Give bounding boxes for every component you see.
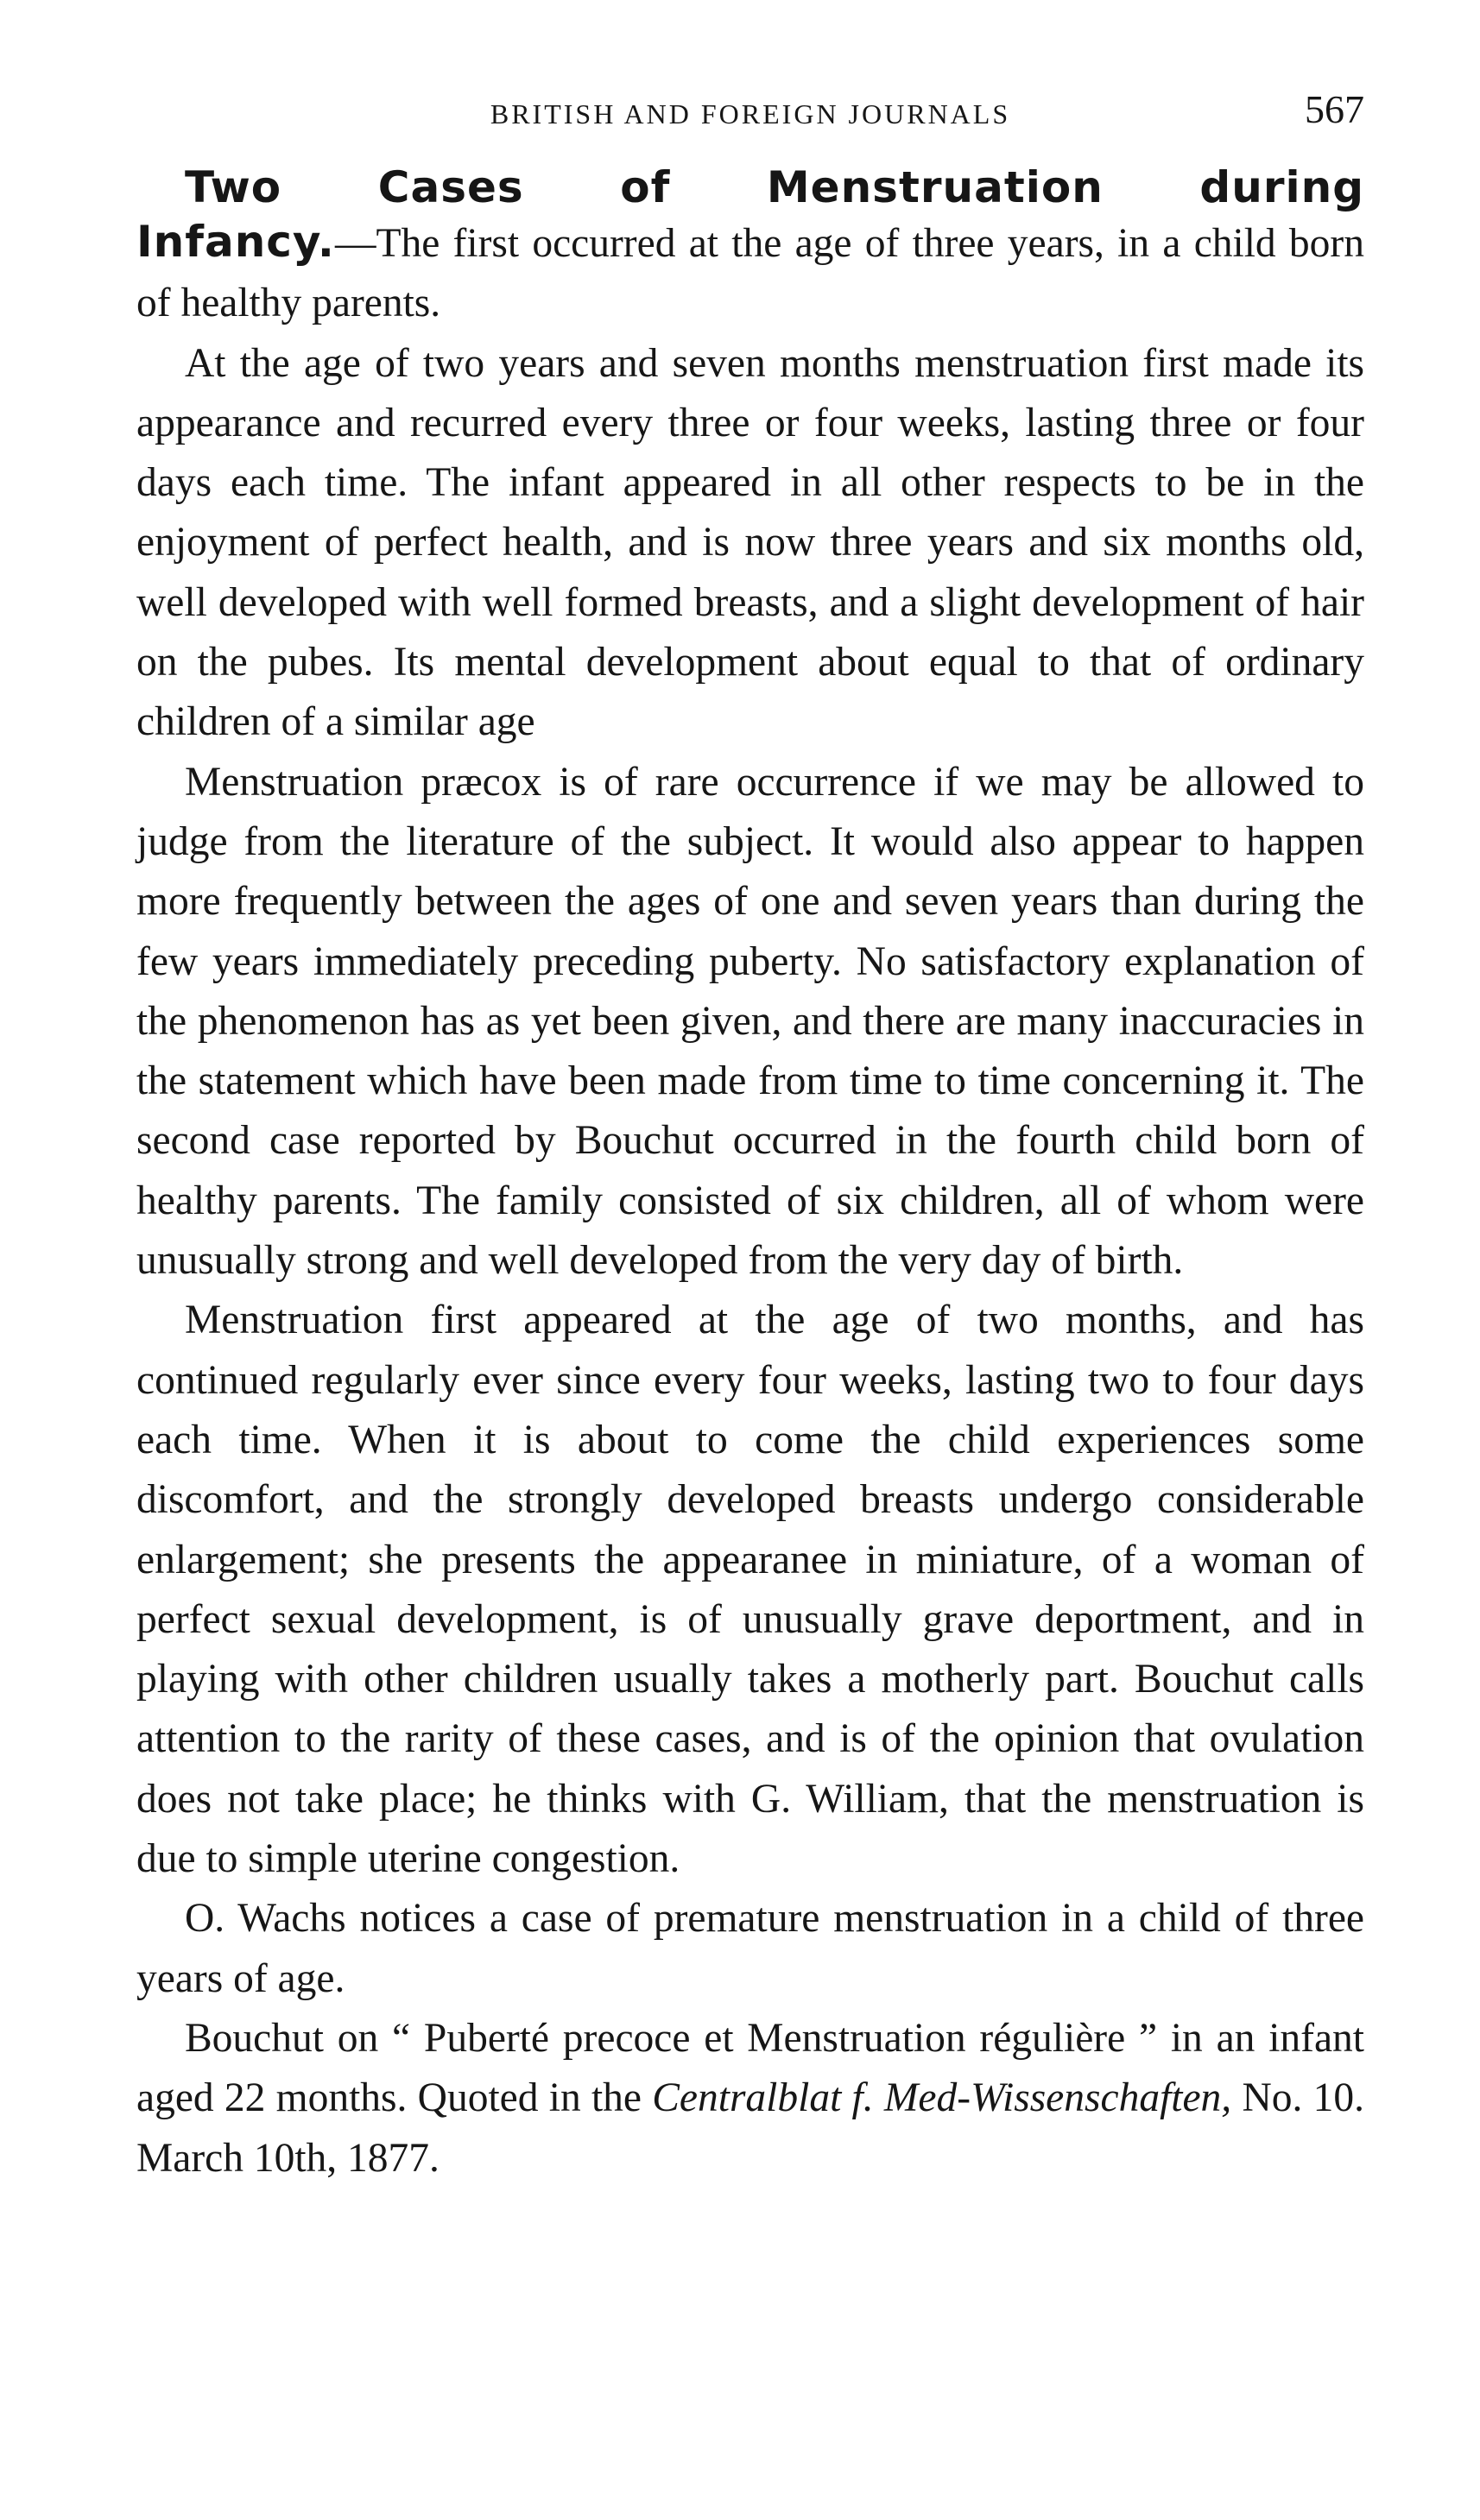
citation-journal: Centralblat f. Med-Wissenschaften, bbox=[652, 2075, 1232, 2121]
page-number: 567 bbox=[1305, 87, 1364, 131]
paragraph-first-case: At the age of two years and seven months menstruation first made its appearance and recurred every three or four weeks, lasting three or four days each time. The infant appeared in all other respects to be in the enjoyment of perfect health, and is now three years and six months old, well developed with well formed breasts, and a slight development of hair on the pubes. Its mental development about equal to that of ordinary children of a similar age bbox=[136, 340, 1364, 745]
paragraph-wachs: O. Wachs notices a case of premature menstruation in a child of three years of age. bbox=[136, 1896, 1364, 2001]
citation-paragraph bbox=[136, 2009, 1364, 2188]
citation-issue: No. 10. March 10th, 1877. bbox=[136, 2075, 1364, 2181]
opening-paragraph bbox=[136, 212, 1364, 334]
article-title-line-2: Infancy. bbox=[136, 217, 335, 267]
document-page bbox=[136, 86, 1364, 2188]
opening-text: —The first occurred at the age of three years, in a child born of healthy parents. bbox=[136, 221, 1364, 326]
running-title: BRITISH AND FOREIGN JOURNALS bbox=[490, 98, 1011, 129]
citation-text: Bouchut on “ Puberté precoce et Menstruation régulière ” in an infant aged 22 months. Quoted in the bbox=[136, 2015, 1364, 2121]
paragraph-praecox: Menstruation præcox is of rare occurrence if we may be allowed to judge from the literature of the subject. It would also appear to happen more frequently between the ages of one and seven years than during the few years immediately preceding puberty. No satisfactory explanation of the phenomenon has as yet been given, and there are many inaccuracies in the statement which have been made from time to time concerning it. The second case reported by Bouchut occurred in the fourth child born of healthy parents. The family consisted of six children, all of whom were unusually strong and well developed from the very day of birth. bbox=[136, 759, 1364, 1284]
article-title-line-1: Two Cases of Menstruation during bbox=[185, 162, 1364, 212]
article bbox=[136, 162, 1364, 2188]
running-header bbox=[136, 86, 1364, 138]
paragraph-second-case: Menstruation first appeared at the age of two months, and has continued regularly ever since every four weeks, lasting two to four days each time. When it is about to come the child experiences some discomfort, and the strongly developed breasts undergo considerable enlargement; she presents the appearanee in miniature, of a woman of perfect sexual development, is of unusually grave deportment, and in playing with other children usually takes a motherly part. Bouchut calls attention to the rarity of these cases, and is of the opinion that ovulation does not take place; he thinks with G. William, that the menstruation is due to simple uterine congestion. bbox=[136, 1298, 1364, 1882]
